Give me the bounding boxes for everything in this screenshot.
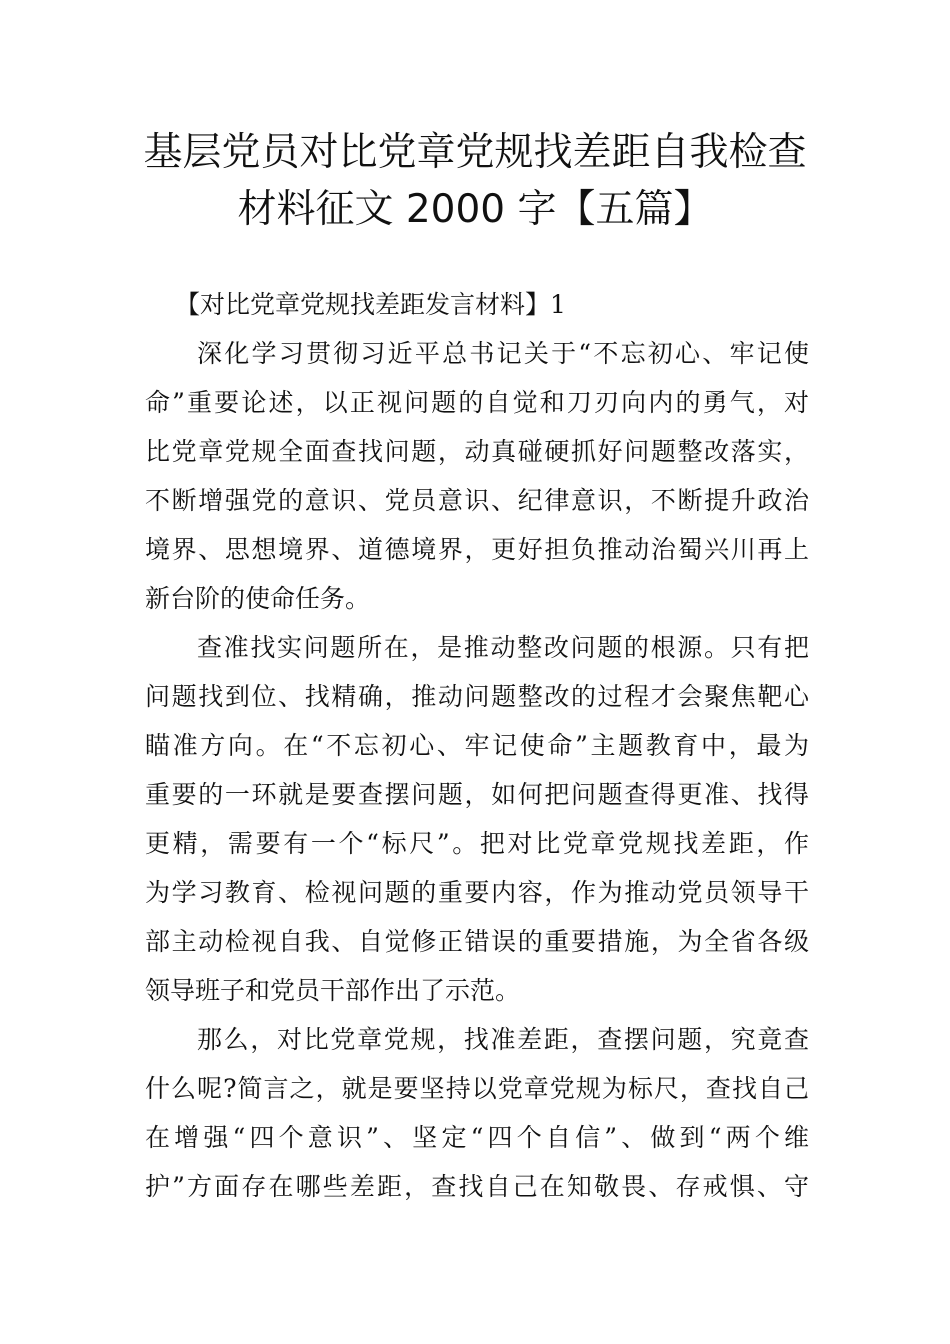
title-line-1: 基层党员对比党章党规找差距自我检查: [143, 130, 807, 175]
paragraph-line: 新台阶的使命任务。: [145, 584, 371, 613]
paragraph-line: 在增强“四个意识”、坚定“四个自信”、做到“两个维: [145, 1123, 809, 1152]
section-heading: 【对比党章党规找差距发言材料】1: [175, 290, 566, 319]
paragraph-3: [145, 1015, 809, 1211]
paragraph-line: 境界、思想境界、道德境界，更好担负推动治蜀兴川再上: [145, 535, 809, 564]
document-body: [145, 280, 809, 1211]
paragraph-line: 瞄准方向。在“不忘初心、牢记使命”主题教育中，最为: [145, 731, 809, 760]
paragraph-2: [145, 623, 809, 1015]
paragraph-line: 不断增强党的意识、党员意识、纪律意识，不断提升政治: [145, 486, 809, 515]
paragraph-line: 那么，对比党章党规，找准差距，查摆问题，究竟查: [197, 1025, 809, 1054]
paragraph-line: 比党章党规全面查找问题，动真碰硬抓好问题整改落实，: [145, 437, 809, 466]
title-line-2: 材料征文 2000 字【五篇】: [237, 187, 713, 232]
paragraph-line: 重要的一环就是要查摆问题，如何把问题查得更准、找得: [145, 780, 809, 809]
document-title: [100, 124, 850, 238]
paragraph-line: 为学习教育、检视问题的重要内容，作为推动党员领导干: [145, 878, 809, 907]
paragraph-line: 领导班子和党员干部作出了示范。: [145, 976, 521, 1005]
paragraph-1: [145, 329, 809, 623]
paragraph-line: 查准找实问题所在，是推动整改问题的根源。只有把: [197, 633, 809, 662]
paragraph-line: 护”方面存在哪些差距，查找自己在知敬畏、存戒惧、守: [145, 1172, 809, 1201]
paragraph-line: 问题找到位、找精确，推动问题整改的过程才会聚焦靶心: [145, 682, 809, 711]
paragraph-line: 深化学习贯彻习近平总书记关于“不忘初心、牢记使: [197, 339, 809, 368]
paragraph-line: 更精，需要有一个“标尺”。把对比党章党规找差距，作: [145, 829, 809, 858]
paragraph-line: 部主动检视自我、自觉修正错误的重要措施，为全省各级: [145, 927, 809, 956]
paragraph-line: 命”重要论述，以正视问题的自觉和刀刃向内的勇气，对: [145, 388, 809, 417]
paragraph-line: 什么呢?简言之，就是要坚持以党章党规为标尺，查找自己: [145, 1074, 809, 1103]
